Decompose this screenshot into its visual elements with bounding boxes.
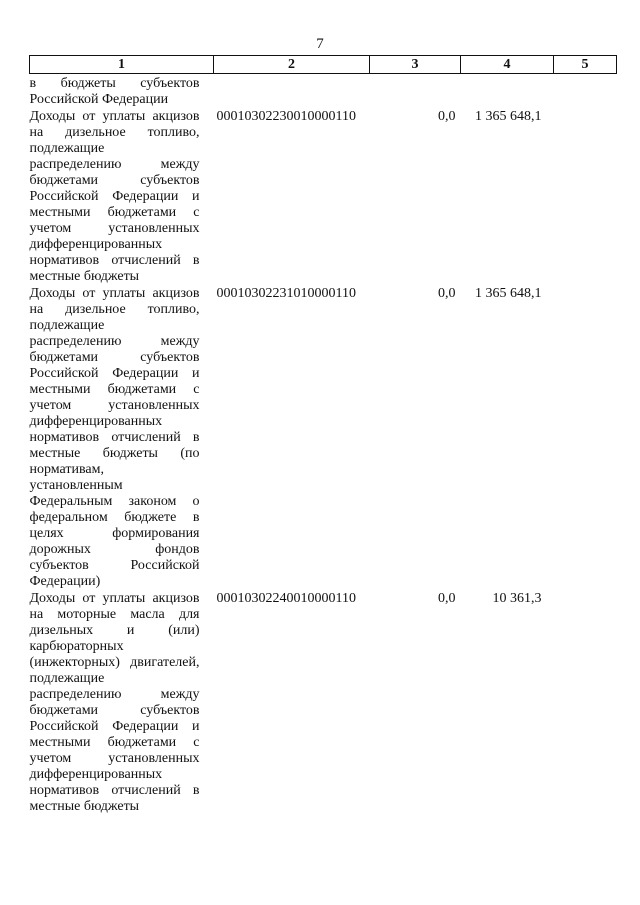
header-col-2: 2 [214,56,370,74]
row-col4-value: 1 365 648,1 [475,286,542,301]
row-col3-value: 0,0 [438,591,456,606]
budget-table [29,55,617,815]
row-col5-value [554,590,617,815]
row-code: 00010302240010000110 [216,591,356,606]
row-col4-value: 1 365 648,1 [475,109,542,124]
table-header-row [30,56,617,74]
row-col5-value [554,108,617,285]
header-col-3: 3 [370,56,461,74]
table-row [30,285,617,590]
header-col-5: 5 [554,56,617,74]
table-row [30,590,617,815]
row-col4-value [461,74,554,109]
row-col5-value [554,74,617,109]
row-col3-value: 0,0 [438,109,456,124]
table-row [30,74,617,109]
header-col-4: 4 [461,56,554,74]
row-name: Доходы от уплаты акцизов на моторные масла для дизельных и (или) карбюраторных (инжекторных) двигателей, подлежащие распределению между бюджетами субъектов Российской Федерации и местными бюджетами с учетом установленных дифференцированных нормативов отчислений в местные бюджеты [29,591,200,814]
row-code: 00010302231010000110 [216,286,356,301]
table-row [30,108,617,285]
page-number: 7 [316,36,324,52]
row-code: 00010302230010000110 [216,109,356,124]
row-col4-value: 10 361,3 [492,591,542,606]
header-col-1: 1 [30,56,214,74]
row-name: Доходы от уплаты акцизов на дизельное топливо, подлежащие распределению между бюджетами субъектов Российской Федерации и местными бюджетами с учетом установленных дифференцированных нормативов отчислений в местные бюджеты (по нормативам, установленным Федеральным законом о федеральном бюджете в целях формирования дорожных фондов субъектов Российской Федерации) [29,286,200,589]
row-name: Доходы от уплаты акцизов на дизельное топливо, подлежащие распределению между бюджетами субъектов Российской Федерации и местными бюджетами с учетом установленных дифференцированных нормативов отчислений в местные бюджеты [29,109,200,284]
row-name: в бюджеты субъектов Российской Федерации [29,76,200,107]
row-code [214,74,370,109]
row-col5-value [554,285,617,590]
row-col3-value [370,74,461,109]
row-col3-value: 0,0 [438,286,456,301]
